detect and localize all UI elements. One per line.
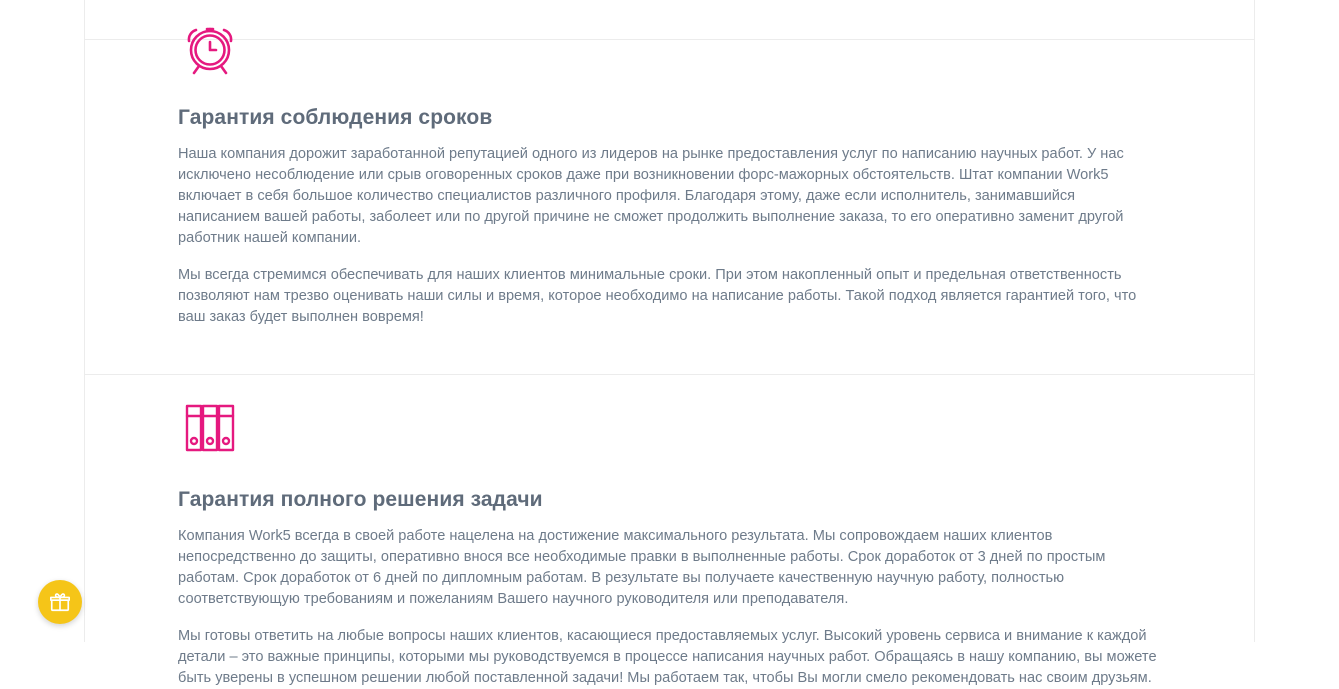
guarantee-section-full-solution [178,328,1158,689]
gift-icon [49,591,71,613]
alarm-clock-icon [178,14,242,78]
paragraph: Компания Work5 всегда в своей работе нацелена на достижение максимального результата. Мы сопровождаем наших клиентов непосредственно до защиты, оперативно внося все необходимые правки в выполненные работы. Срок доработок от 3 дней по простым работам. Срок доработок от 6 дней по дипломным работам. В результате вы получаете качественную научную работу, полностью соответствующую требованиям и пожеланиям Вашего научного руководителя или преподавателя. [178,528,1106,607]
gift-promo-button[interactable] [38,580,82,624]
column-rule-right [1254,0,1255,642]
guarantee-section-deadlines [178,0,1158,328]
paragraph: Мы готовы ответить на любые вопросы наших клиентов, касающиеся предоставляемых услуг. Высокий уровень сервиса и внимание к каждой детали – это важные принципы, которыми мы руководствуемся в процессе написания научных работ. Обращаясь в нашу компанию, вы можете быть уверены в успешном решении любой поставленной задачи! Мы работаем так, чтобы Вы могли смело рекомендовать нас своим друзьям. [178,628,1157,686]
page-title: Гарантия соблюдения сроков [178,106,493,129]
column-rule-left [84,0,85,642]
page-title: Гарантия полного решения задачи [178,488,543,511]
content-column [178,0,1158,689]
paragraph: Наша компания дорожит заработанной репутацией одного из лидеров на рынке предоставления услуг по написанию научных работ. У нас исключено несоблюдение или срыв оговоренных сроков даже при возникновении форс-мажорных обстоятельств. Штат компании Work5 включает в себя большое количество специалистов различного профиля. Благодаря этому, даже если исполнитель, занимавшийся написанием вашей работы, заболеет или по другой причине не сможет продолжить выполнение заказа, то его оперативно заменит другой работник нашей компании. [178,146,1124,246]
folders-icon [178,396,242,460]
paragraph: Мы всегда стремимся обеспечивать для наших клиентов минимальные сроки. При этом накопленный опыт и предельная ответственность позволяют нам трезво оценивать наши силы и время, которое необходимо на написание работы. Такой подход является гарантией того, что ваш заказ будет выполнен вовремя! [178,267,1137,325]
